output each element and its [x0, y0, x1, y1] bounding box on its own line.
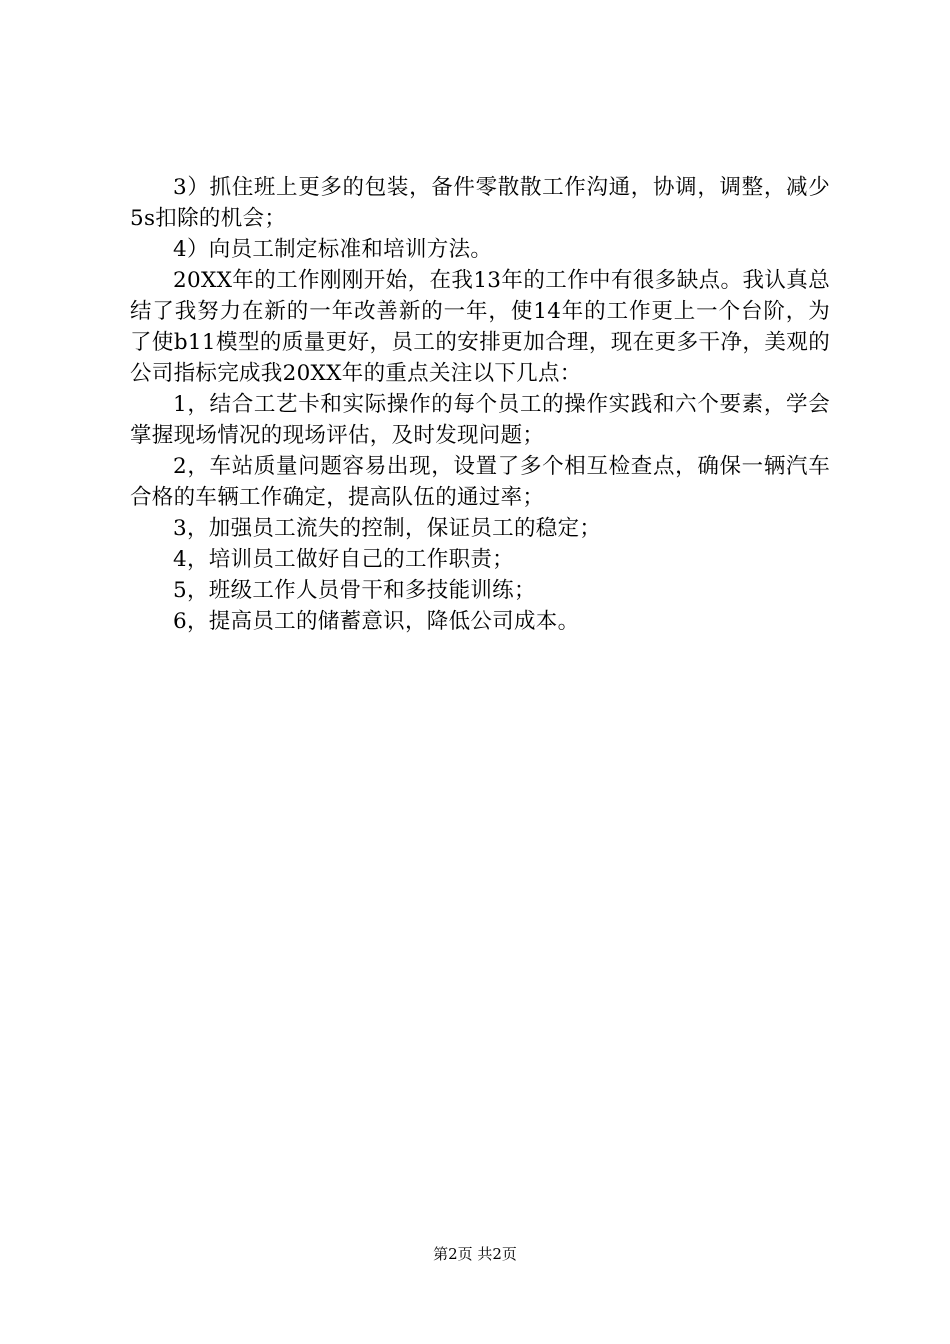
paragraph-plan-1: 1，结合工艺卡和实际操作的每个员工的操作实践和六个要素，学会掌握现场情况的现场评估，及时发现问题； [130, 392, 830, 448]
document-body [130, 172, 830, 637]
paragraph-item-4: 4）向员工制定标准和培训方法。 [173, 237, 493, 262]
paragraph-plan-6: 6，提高员工的储蓄意识，降低公司成本。 [173, 609, 580, 634]
page-number-footer: 第2页 共2页 [433, 1245, 517, 1263]
paragraph-plan-3: 3，加强员工流失的控制，保证员工的稳定； [173, 516, 602, 541]
paragraph-plan-5: 5，班级工作人员骨干和多技能训练； [173, 578, 536, 603]
paragraph-item-3: 3）抓住班上更多的包装，备件零散散工作沟通，协调，调整，减少5s扣除的机会； [130, 175, 830, 231]
paragraph-plan-4: 4，培训员工做好自己的工作职责； [173, 547, 514, 572]
paragraph-plan-intro: 20XX年的工作刚刚开始，在我13年的工作中有很多缺点。我认真总结了我努力在新的一年改善新的一年，使14年的工作更上一个台阶，为了使b11模型的质量更好，员工的安排更加合理，现在更多干净，美观的公司指标完成我20XX年的重点关注以下几点： [130, 268, 830, 386]
paragraph-plan-2: 2，车站质量问题容易出现，设置了多个相互检查点，确保一辆汽车合格的车辆工作确定，提高队伍的通过率； [130, 454, 830, 510]
